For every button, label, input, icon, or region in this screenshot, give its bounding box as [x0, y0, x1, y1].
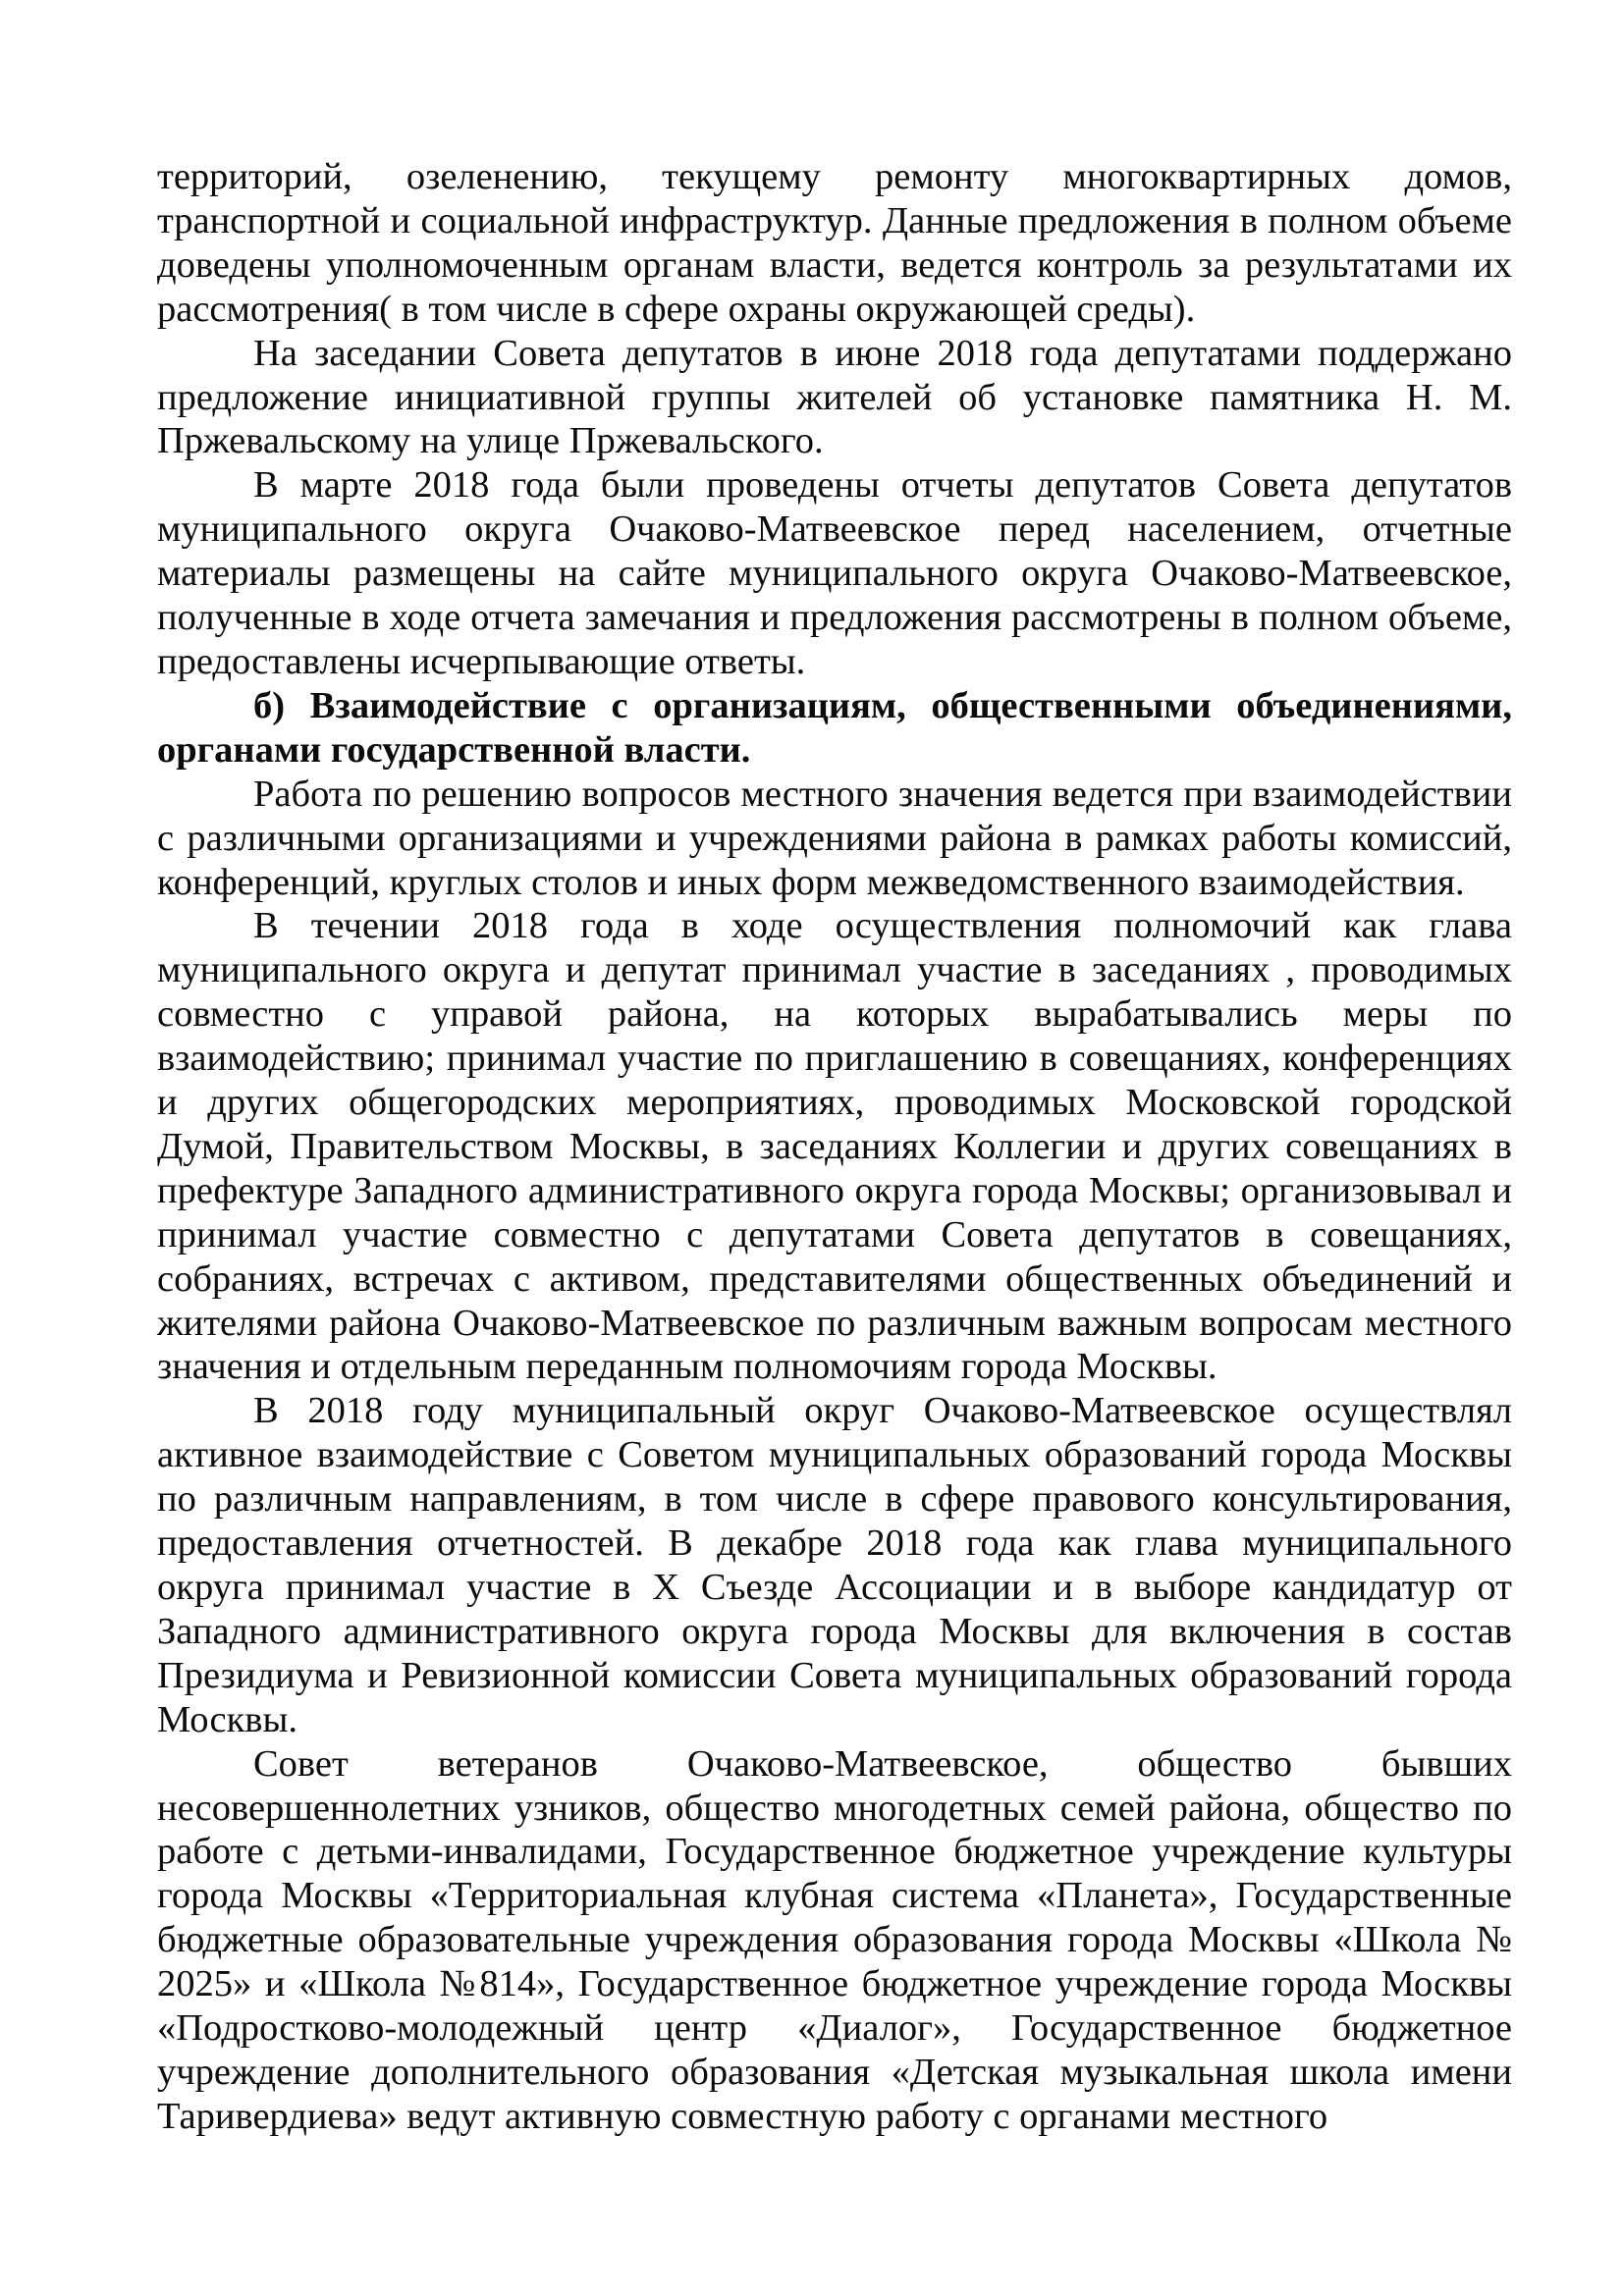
paragraph-territories: территорий, озеленению, текущему ремонту многоквартирных домов, транспортной и социальной инфраструктур. Данные предложения в полном объеме доведены уполномоченным органам власти, ведется контроль за результатами их рассмотрения( в том числе в сфере охраны окружающей среды).	[157, 156, 1512, 330]
paragraph-deputy-reports: В марте 2018 года были проведены отчеты депутатов Совета депутатов муниципального округа Очаково-Матвеевское перед населением, отчетные материалы размещены на сайте муниципального округа Очаково-Матвеевское, полученные в ходе отчета замечания и предложения рассмотрены в полном объеме, предоставлены исчерпывающие ответы.	[157, 464, 1512, 682]
paragraph-local-issues: Работа по решению вопросов местного значения ведется при взаимодействии с различными организациями и учреждениями района в рамках работы комиссий, конференций, круглых столов и иных форм межведомственного взаимодействия.	[157, 773, 1512, 903]
section-heading-interaction: б) Взаимодействие с организациям, общественными объединениями, органами государственной власти.	[157, 684, 1512, 771]
paragraph-organizations: Совет ветеранов Очаково-Матвеевское, общество бывших несовершеннолетних узников, общество многодетных семей района, общество по работе с детьми-инвалидами, Государственное бюджетное учреждение культуры города Москвы «Территориальная клубная система «Планета», Государственные бюджетные образовательные учреждения образования города Москвы «Школа № 2025» и «Школа №814», Государственное бюджетное учреждение города Москвы «Подростково-молодежный центр «Диалог», Государственное бюджетное учреждение дополнительного образования «Детская музыкальная школа имени Таривердиева» ведут активную совместную работу с органами местного	[157, 1742, 1512, 2137]
paragraph-council-cooperation: В 2018 году муниципальный округ Очаково-Матвеевское осуществлял активное взаимодействие с Советом муниципальных образований города Москвы по различным направлениям, в том числе в сфере правового консультирования, предоставления отчетностей. В декабре 2018 года как глава муниципального округа принимал участие в X Съезде Ассоциации и в выборе кандидатур от Западного административного округа города Москвы для включения в состав Президиума и Ревизионной комиссии Совета муниципальных образований города Москвы.	[157, 1390, 1512, 1740]
paragraph-meetings-2018: В течении 2018 года в ходе осуществления полномочий как глава муниципального округа и депутат принимал участие в заседаниях , проводимых совместно с управой района, на которых вырабатывались меры по взаимодействию; принимал участие по приглашению в совещаниях, конференциях и других общегородских мероприятиях, проводимых Московской городской Думой, Правительством Москвы, в заседаниях Коллегии и других совещаниях в префектуре Западного административного округа города Москвы; организовывал и принимал участие совместно с депутатами Совета депутатов в совещаниях, собраниях, встречах с активом, представителями общественных объединений и жителями района Очаково-Матвеевское по различным важным вопросам местного значения и отдельным переданным полномочиям города Москвы.	[157, 905, 1512, 1388]
document-page	[157, 155, 1512, 2139]
paragraph-monument: На заседании Совета депутатов в июне 2018 года депутатами поддержано предложение инициативной группы жителей об установке памятника Н. М. Пржевальскому на улице Пржевальского.	[157, 332, 1512, 462]
